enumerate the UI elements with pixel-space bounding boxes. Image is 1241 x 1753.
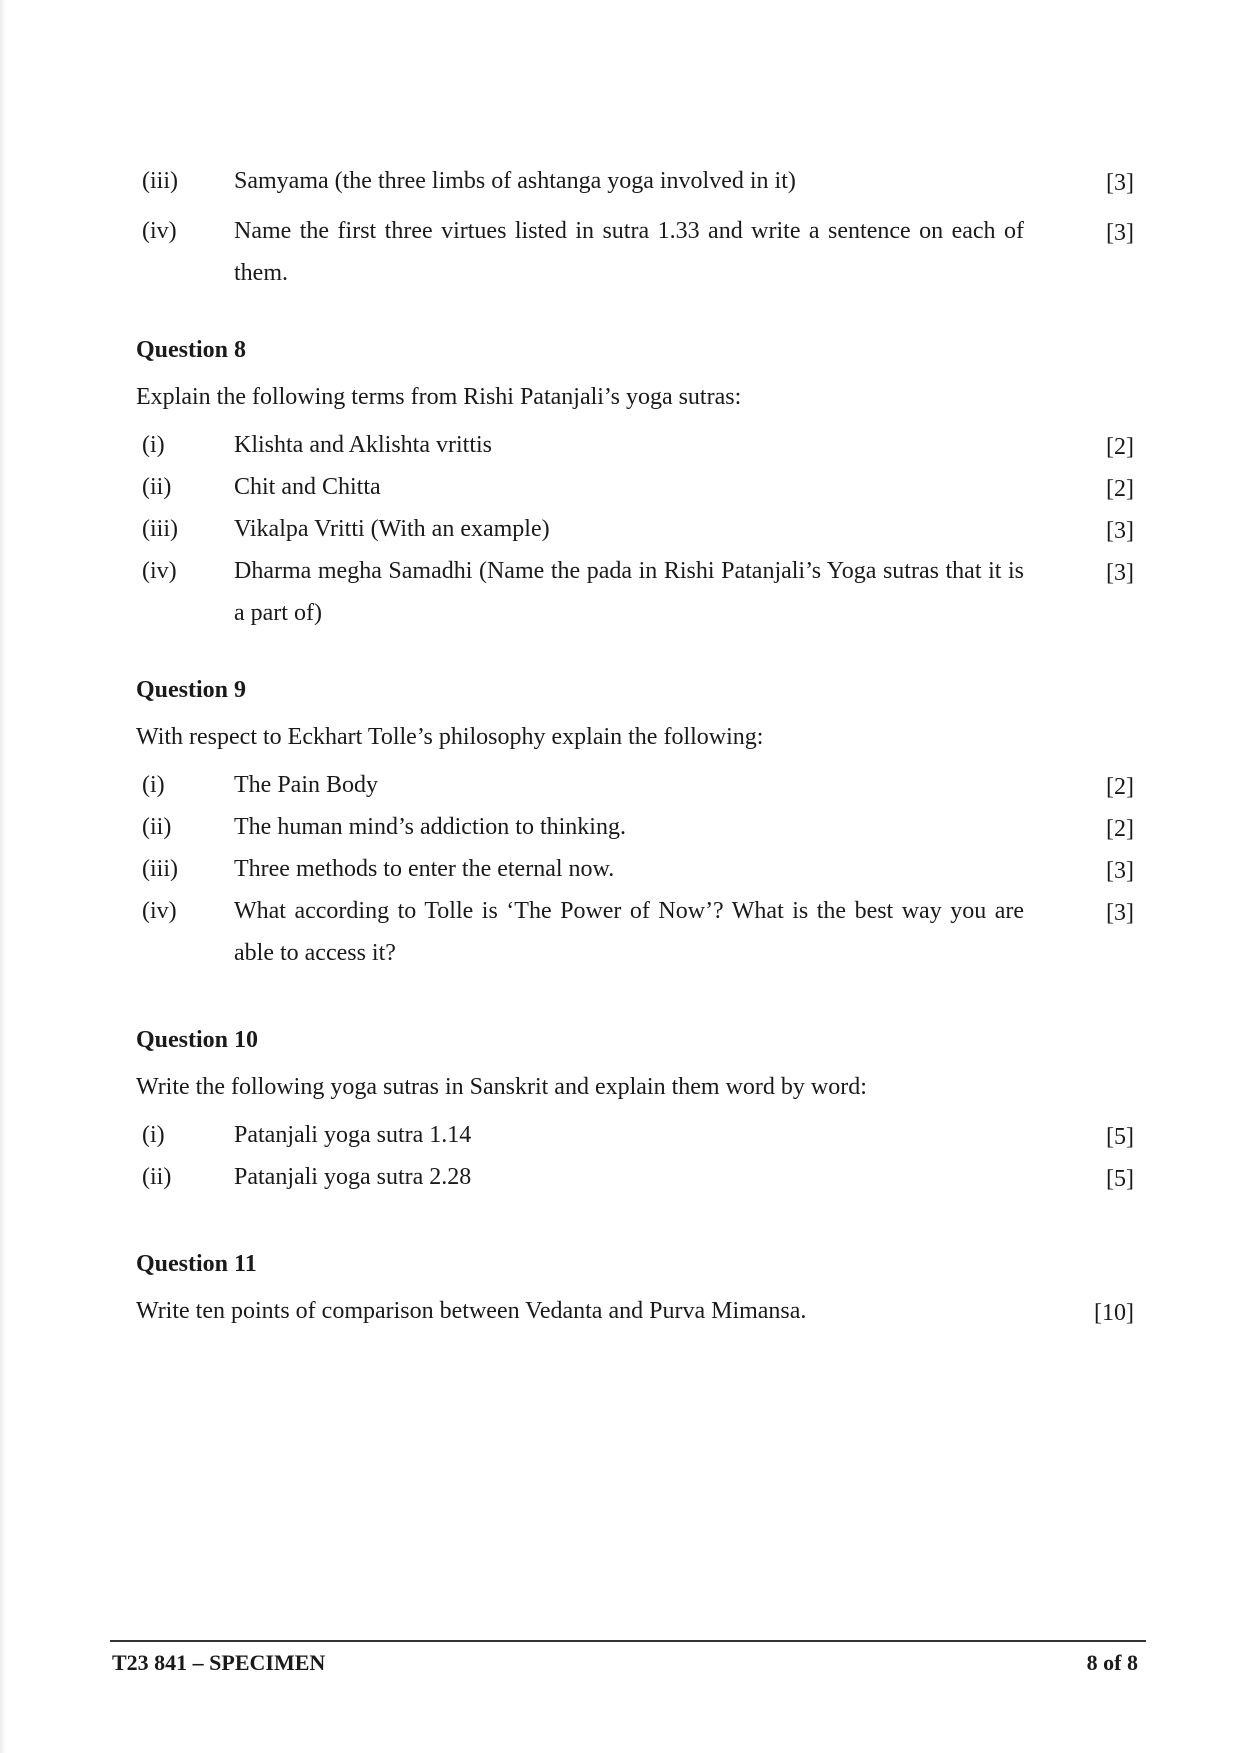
item-marks: [5] <box>1106 1166 1134 1192</box>
item-text: Vikalpa Vritti (With an example) <box>234 516 550 542</box>
item-marks: [5] <box>1106 1124 1134 1150</box>
item-text: Klishta and Aklishta vrittis <box>234 432 492 458</box>
question-item <box>136 1114 1134 1156</box>
question-item <box>136 424 1134 466</box>
page-content <box>136 160 1134 1332</box>
page-footer <box>110 1640 1146 1675</box>
question-item <box>136 848 1134 890</box>
item-text: The human mind’s addiction to thinking. <box>234 814 626 840</box>
item-text: Patanjali yoga sutra 1.14 <box>234 1122 472 1148</box>
scan-edge-shadow <box>0 0 6 1753</box>
item-number: (iii) <box>142 168 178 194</box>
question-item <box>136 550 1134 634</box>
question-item <box>136 508 1134 550</box>
item-marks: [2] <box>1106 434 1134 460</box>
question-9-heading: Question 9 <box>136 677 247 703</box>
item-marks: [3] <box>1106 170 1134 196</box>
item-number: (iv) <box>142 898 177 924</box>
question-item <box>136 160 1134 202</box>
item-text: Dharma megha Samadhi (Name the pada in Rishi Patanjali’s Yoga sutras that it is a part of) <box>234 558 1024 626</box>
item-text: Three methods to enter the eternal now. <box>234 856 615 882</box>
item-marks: [3] <box>1106 220 1134 246</box>
item-marks: [3] <box>1106 518 1134 544</box>
item-text: Patanjali yoga sutra 2.28 <box>234 1164 472 1190</box>
item-marks: [3] <box>1106 900 1134 926</box>
item-number: (iv) <box>142 218 177 244</box>
item-number: (ii) <box>142 1164 172 1190</box>
item-number: (ii) <box>142 474 172 500</box>
question-10-heading: Question 10 <box>136 1027 259 1053</box>
item-marks: [3] <box>1106 560 1134 586</box>
item-number: (i) <box>142 772 165 798</box>
item-number: (ii) <box>142 814 172 840</box>
question-item <box>136 1156 1134 1198</box>
question-item <box>136 764 1134 806</box>
question-9-intro: With respect to Eckhart Tolle’s philosophy explain the following: <box>136 724 764 750</box>
question-11-text: Write ten points of comparison between Vedanta and Purva Mimansa. <box>136 1298 807 1324</box>
question-11-marks: [10] <box>1094 1300 1134 1326</box>
item-text: What according to Tolle is ‘The Power of Now’? What is the best way you are able to access it? <box>234 898 1024 966</box>
question-10-intro: Write the following yoga sutras in Sanskrit and explain them word by word: <box>136 1074 867 1100</box>
item-marks: [3] <box>1106 858 1134 884</box>
question-11-heading: Question 11 <box>136 1251 257 1277</box>
item-number: (iii) <box>142 516 178 542</box>
item-text: Name the first three virtues listed in sutra 1.33 and write a sentence on each of them. <box>234 218 1024 286</box>
paper-code: T23 841 – SPECIMEN <box>112 1650 326 1675</box>
item-number: (iii) <box>142 856 178 882</box>
item-text: Chit and Chitta <box>234 474 381 500</box>
item-marks: [2] <box>1106 816 1134 842</box>
question-item <box>136 210 1134 294</box>
item-marks: [2] <box>1106 476 1134 502</box>
item-text: The Pain Body <box>234 772 378 798</box>
question-item <box>136 806 1134 848</box>
question-item <box>136 466 1134 508</box>
item-text: Samyama (the three limbs of ashtanga yoga involved in it) <box>234 168 796 194</box>
item-number: (iv) <box>142 558 177 584</box>
question-11-body <box>136 1290 1134 1332</box>
item-marks: [2] <box>1106 774 1134 800</box>
question-item <box>136 890 1134 974</box>
question-8-intro: Explain the following terms from Rishi Patanjali’s yoga sutras: <box>136 384 742 410</box>
item-number: (i) <box>142 1122 165 1148</box>
page-number: 8 of 8 <box>1086 1650 1138 1675</box>
item-number: (i) <box>142 432 165 458</box>
question-8-heading: Question 8 <box>136 337 247 363</box>
